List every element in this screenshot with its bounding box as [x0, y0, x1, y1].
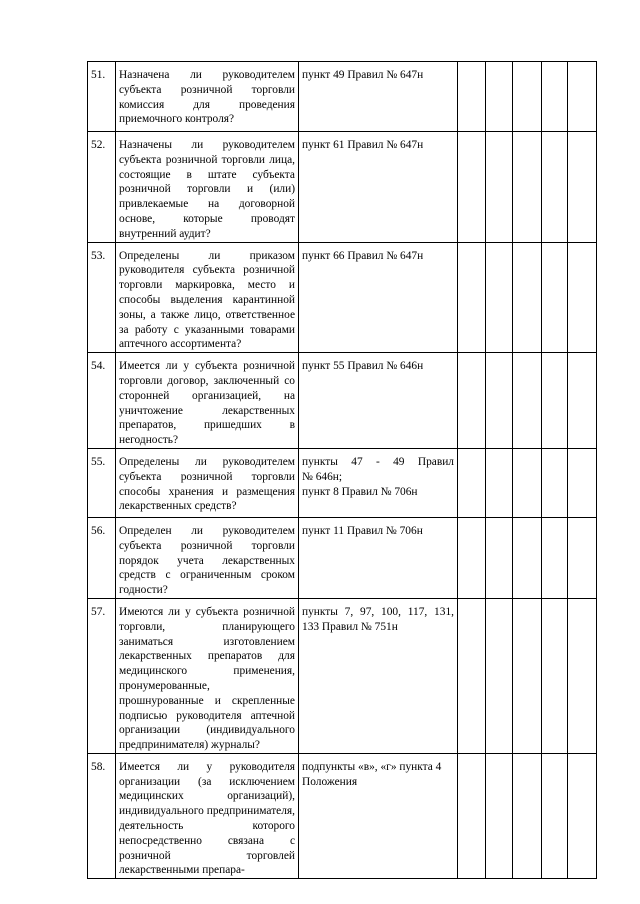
- answer-cell-2[interactable]: [486, 753, 513, 878]
- question-text: Назначены ли руководителем субъекта розничной торговли лица, состоящие в штате субъекта розничной торговли и (или) привлекаемые на договорной основе, которые проводят внутренний аудит?: [116, 132, 299, 243]
- answer-cell-5[interactable]: [568, 242, 597, 353]
- table-row: [88, 132, 597, 243]
- reference-cell: [299, 517, 458, 598]
- table-row: [88, 517, 597, 598]
- answer-cell-3[interactable]: [513, 242, 542, 353]
- reference-cell: [299, 598, 458, 753]
- answer-cell-4[interactable]: [542, 448, 568, 517]
- checklist-page: [87, 61, 596, 879]
- answer-cell-4[interactable]: [542, 132, 568, 243]
- row-number: 53.: [88, 242, 116, 353]
- question-text: Имеется ли у субъекта розничной торговли договор, заключенный со сторонней организацией, на уничтожение лекарственных препаратов, пришедших в негодность?: [116, 353, 299, 449]
- answer-cell-4[interactable]: [542, 753, 568, 878]
- answer-cell-3[interactable]: [513, 448, 542, 517]
- reference-line: пункт 61 Правил № 647н: [302, 139, 424, 151]
- answer-cell-4[interactable]: [542, 353, 568, 449]
- answer-cell-1[interactable]: [458, 448, 486, 517]
- answer-cell-2[interactable]: [486, 132, 513, 243]
- answer-cell-1[interactable]: [458, 132, 486, 243]
- reference-cell: [299, 448, 458, 517]
- answer-cell-4[interactable]: [542, 242, 568, 353]
- reference-line: 133 Правил № 751н: [302, 620, 398, 633]
- answer-cell-4[interactable]: [542, 62, 568, 132]
- table-row: [88, 753, 597, 878]
- row-number: 55.: [88, 448, 116, 517]
- checklist-table: [87, 61, 597, 879]
- answer-cell-3[interactable]: [513, 353, 542, 449]
- answer-cell-1[interactable]: [458, 753, 486, 878]
- reference-line: пункт 11 Правил № 706н: [302, 524, 423, 537]
- reference-line: пункт 66 Правил № 647н: [302, 249, 424, 262]
- answer-cell-3[interactable]: [513, 62, 542, 132]
- answer-cell-4[interactable]: [542, 517, 568, 598]
- answer-cell-3[interactable]: [513, 753, 542, 878]
- answer-cell-3[interactable]: [513, 132, 542, 243]
- table-row: [88, 448, 597, 517]
- answer-cell-3[interactable]: [513, 598, 542, 753]
- reference-cell: [299, 353, 458, 449]
- answer-cell-5[interactable]: [568, 353, 597, 449]
- question-text: Определен ли руководителем субъекта розничной торговли порядок учета лекарственных средств с ограниченным сроком годности?: [116, 517, 299, 598]
- answer-cell-5[interactable]: [568, 132, 597, 243]
- answer-cell-2[interactable]: [486, 517, 513, 598]
- answer-cell-1[interactable]: [458, 598, 486, 753]
- reference-line: пункт 8 Правил № 706н: [302, 485, 418, 498]
- answer-cell-5[interactable]: [568, 598, 597, 753]
- reference-line: подпункты «в», «г» пункта 4: [302, 760, 442, 773]
- question-text: Определены ли руководителем субъекта розничной торговли способы хранения и размещения лекарственных средств?: [116, 448, 299, 517]
- row-number: 54.: [88, 353, 116, 449]
- answer-cell-1[interactable]: [458, 62, 486, 132]
- table-row: [88, 242, 597, 353]
- row-number: 51.: [88, 62, 116, 132]
- answer-cell-1[interactable]: [458, 353, 486, 449]
- reference-line: пункты 7, 97, 100, 117, 131,: [302, 605, 454, 618]
- row-number: 52.: [88, 132, 116, 243]
- answer-cell-5[interactable]: [568, 753, 597, 878]
- reference-line: пункт 55 Правил № 646н: [302, 360, 424, 373]
- answer-cell-2[interactable]: [486, 62, 513, 132]
- answer-cell-2[interactable]: [486, 598, 513, 753]
- question-text: Назначена ли руководителем субъекта розничной торговли комиссия для проведения приемочного контроля?: [116, 62, 299, 132]
- table-row: [88, 598, 597, 753]
- answer-cell-2[interactable]: [486, 448, 513, 517]
- answer-cell-3[interactable]: [513, 517, 542, 598]
- reference-line: пункт 49 Правил № 647н: [302, 69, 424, 81]
- row-number: 56.: [88, 517, 116, 598]
- row-number: 58.: [88, 753, 116, 878]
- question-text: Имеется ли у руководителя организации (за исключением медицинских организаций), индивидуального предпринимателя, деятельность которого непосредственно связана с розничной торговлей лекарственными препара-: [116, 753, 299, 878]
- answer-cell-5[interactable]: [568, 448, 597, 517]
- question-text: Имеются ли у субъекта розничной торговли, планирующего заниматься изготовлением лекарственных препаратов для медицинского применения, пронумерованные, прошнурованные и скрепленные подписью руководителя аптечной организации (индивидуального предпринимателя) журналы?: [116, 598, 299, 753]
- reference-cell: [299, 753, 458, 878]
- reference-line: Положения: [302, 775, 358, 788]
- reference-line: пункты 47 - 49 Правил: [302, 455, 454, 468]
- reference-cell: [299, 132, 458, 243]
- answer-cell-1[interactable]: [458, 517, 486, 598]
- table-row: [88, 353, 597, 449]
- reference-cell: [299, 242, 458, 353]
- answer-cell-2[interactable]: [486, 353, 513, 449]
- answer-cell-2[interactable]: [486, 242, 513, 353]
- table-row: [88, 62, 597, 132]
- reference-cell: [299, 62, 458, 132]
- question-text: Определены ли приказом руководителя субъекта розничной торговли маркировка, место и способы выделения карантинной зоны, а также лицо, ответственное за работу с указанными товарами аптечного ассортимента?: [116, 242, 299, 353]
- answer-cell-5[interactable]: [568, 517, 597, 598]
- reference-line: № 646н;: [302, 470, 343, 483]
- answer-cell-1[interactable]: [458, 242, 486, 353]
- answer-cell-4[interactable]: [542, 598, 568, 753]
- answer-cell-5[interactable]: [568, 62, 597, 132]
- row-number: 57.: [88, 598, 116, 753]
